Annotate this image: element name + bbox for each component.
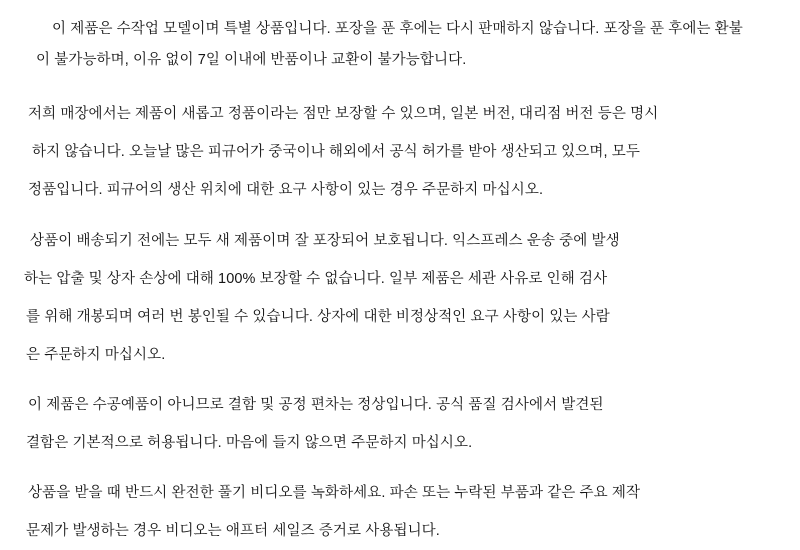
paragraph-handmade-notice — [22, 14, 778, 76]
paragraph-line: 상품을 받을 때 반드시 완전한 풀기 비디오를 녹화하세요. 파손 또는 누락된 부품과 같은 주요 제작 — [28, 485, 641, 501]
paragraph-line: 은 주문하지 마십시오. — [26, 347, 166, 363]
paragraph-line: 이 제품은 수작업 모델이며 특별 상품입니다. 포장을 푼 후에는 다시 판매하지 않습니다. 포장을 푼 후에는 환불 — [52, 21, 743, 37]
paragraph-line: 저희 매장에서는 제품이 새롭고 정품이라는 점만 보장할 수 있으며, 일본 버전, 대리점 버전 등은 명시 — [28, 106, 659, 122]
paragraph-line: 상품이 배송되기 전에는 모두 새 제품이며 잘 포장되어 보호됩니다. 익스프레스 운송 중에 발생 — [30, 233, 620, 249]
paragraph-line: 를 위해 개봉되며 여러 번 봉인될 수 있습니다. 상자에 대한 비정상적인 요구 사항이 있는 사람 — [26, 309, 610, 325]
paragraph-line: 정품입니다. 피규어의 생산 위치에 대한 요구 사항이 있는 경우 주문하지 마십시오. — [28, 182, 544, 198]
paragraph-defect-notice — [22, 386, 778, 462]
paragraph-authenticity-notice — [22, 95, 778, 209]
paragraph-line: 하지 않습니다. 오늘날 많은 피규어가 중국이나 해외에서 공식 허가를 받아 생산되고 있으며, 모두 — [32, 144, 640, 160]
paragraph-unboxing-video-notice — [22, 474, 778, 550]
paragraph-line: 하는 압출 및 상자 손상에 대해 100% 보장할 수 없습니다. 일부 제품은 세관 사유로 인해 검사 — [24, 271, 608, 287]
paragraph-line: 이 불가능하며, 이유 없이 7일 이내에 반품이나 교환이 불가능합니다. — [36, 52, 467, 68]
paragraph-shipping-notice — [22, 222, 778, 374]
paragraph-line: 결함은 기본적으로 허용됩니다. 마음에 들지 않으면 주문하지 마십시오. — [26, 435, 473, 451]
paragraph-line: 이 제품은 수공예품이 아니므로 결함 및 공정 편차는 정상입니다. 공식 품질 검사에서 발견된 — [28, 397, 604, 413]
paragraph-line: 문제가 발생하는 경우 비디오는 애프터 세일즈 증거로 사용됩니다. — [26, 523, 440, 539]
